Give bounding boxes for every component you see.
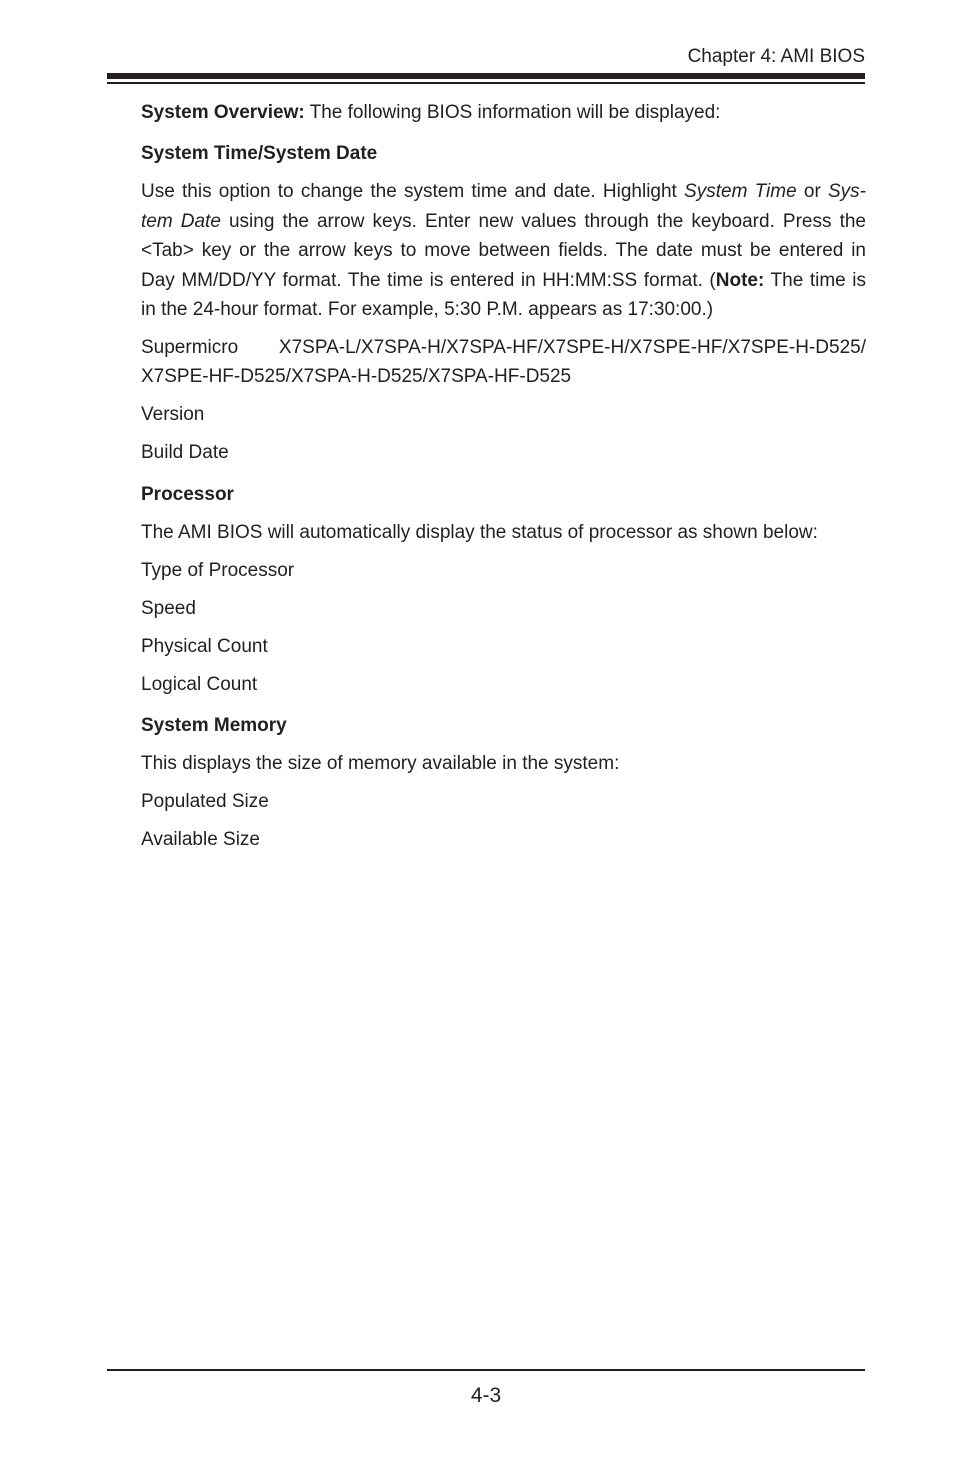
header-rule-thin: [107, 82, 865, 84]
memory-available-size-item: Available Size: [141, 829, 261, 851]
time-date-note-label: Note:: [715, 269, 765, 291]
time-date-text-2: using the arrow keys. Enter new values through the keyboard. Press the <Tab> key or the arrow keys to move between fields. The date must be entered in Day MM/DD/YY format. The time is entered in HH:MM:SS format. (: [141, 210, 866, 291]
bios-version-item: Version: [141, 404, 205, 426]
header-rule-thick: [107, 73, 865, 79]
time-date-text-3: The time is in the 24-hour format. For example, 5:30 P.M. appears as 17:30:00.): [141, 269, 866, 321]
chapter-header: Chapter 4: AMI BIOS: [687, 46, 865, 67]
processor-intro: The AMI BIOS will automatically display the status of processor as shown below:: [141, 521, 818, 543]
page-number: 4-3: [470, 1384, 502, 1407]
time-date-text-or: or: [796, 181, 828, 203]
page-body: [141, 98, 866, 863]
system-time-date-heading: System Time/System Date: [141, 143, 378, 165]
system-memory-heading: System Memory: [141, 715, 287, 737]
time-date-text-1: Use this option to change the system time and date. Highlight: [141, 181, 685, 203]
bios-build-date-item: Build Date: [141, 442, 229, 464]
footer-rule: [107, 1369, 865, 1371]
system-overview-paragraph: [141, 98, 866, 127]
processor-logical-count-item: Logical Count: [141, 673, 258, 695]
board-model-line-1: Supermicro X7SPA-L/X7SPA-H/X7SPA-HF/X7SPE-H/X7SPE-HF/X7SPE-H-D525/: [141, 337, 866, 359]
processor-speed-item: Speed: [141, 597, 196, 619]
system-overview-label: System Overview:: [141, 102, 305, 123]
system-time-date-paragraph: [141, 177, 866, 324]
time-date-em-system-time: System Time: [684, 181, 797, 203]
system-memory-intro: This displays the size of memory available in the system:: [141, 753, 620, 775]
memory-populated-size-item: Populated Size: [141, 791, 269, 813]
system-overview-text: The following BIOS information will be displayed:: [304, 102, 721, 123]
board-model-line-2: X7SPE-HF-D525/X7SPA-H-D525/X7SPA-HF-D525: [141, 366, 572, 388]
board-model-paragraph: [141, 333, 866, 392]
time-date-em-system-date: Sys-tem Date: [141, 181, 866, 232]
processor-heading: Processor: [141, 483, 234, 505]
processor-type-item: Type of Processor: [141, 559, 295, 581]
processor-physical-count-item: Physical Count: [141, 635, 268, 657]
